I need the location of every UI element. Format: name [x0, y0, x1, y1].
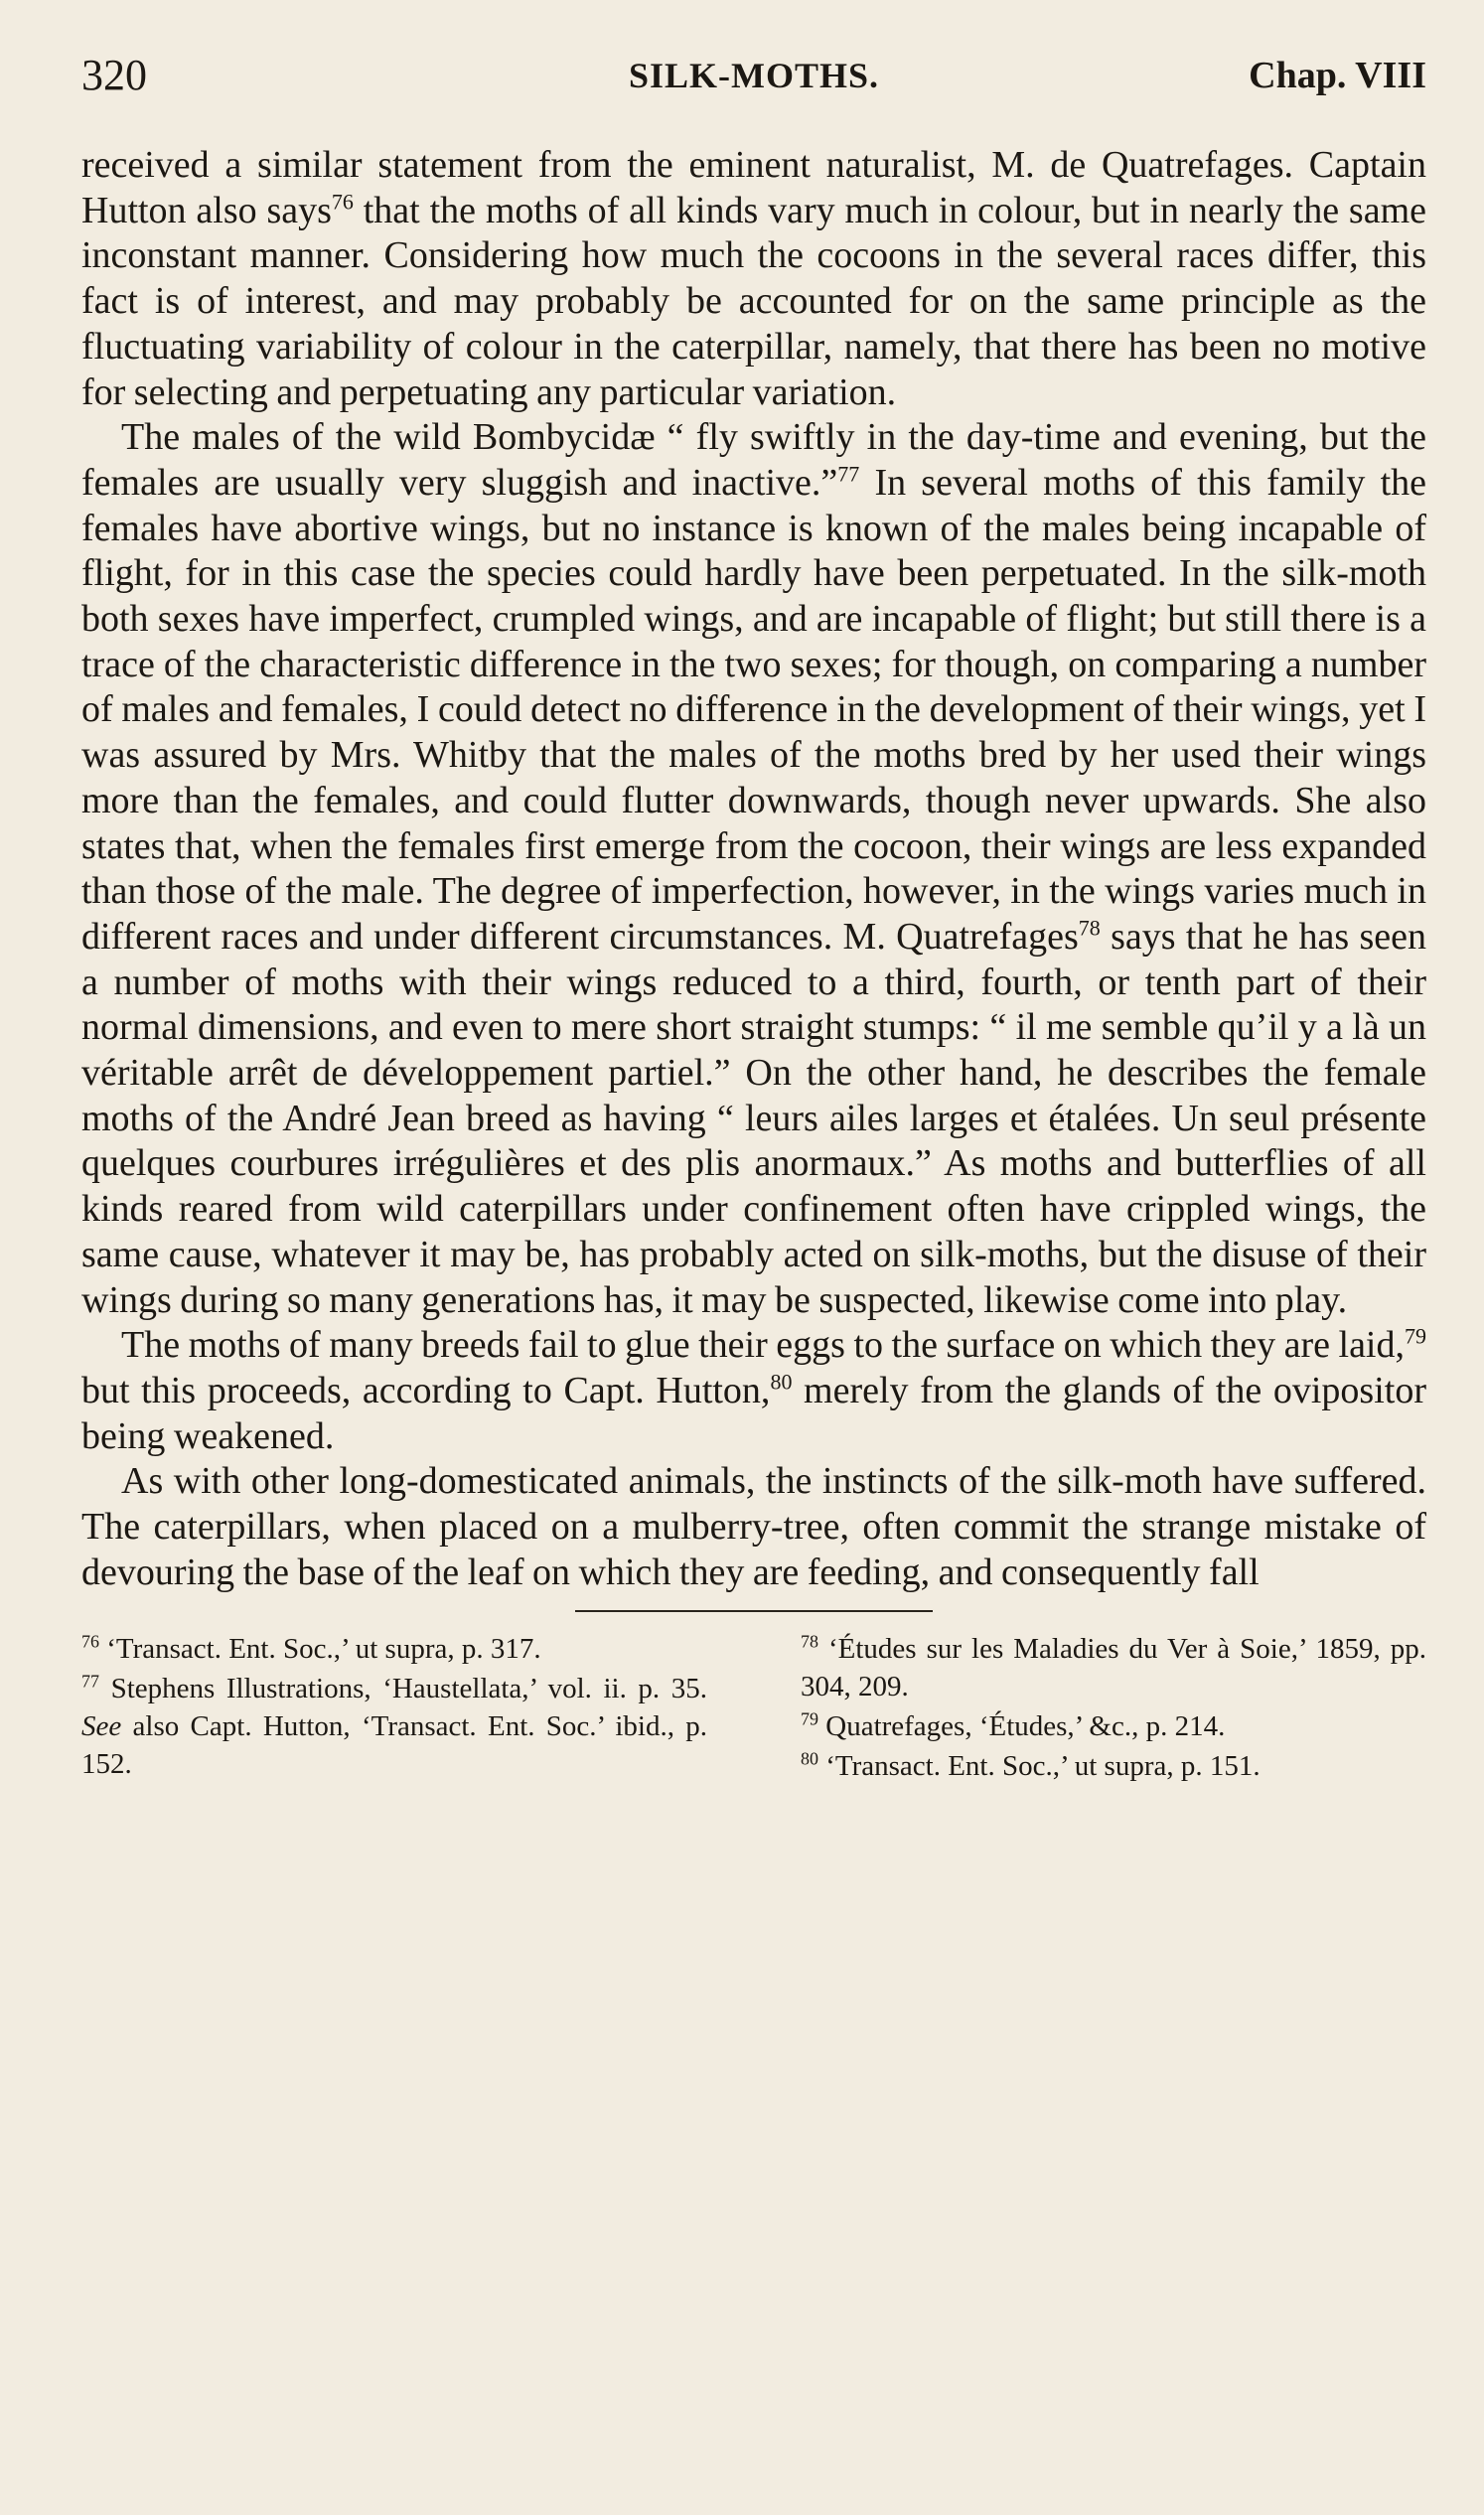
text-run: The moths of many breeds fail to glue their eggs to the surface on which they are laid, [121, 1324, 1405, 1367]
paragraph [81, 415, 1426, 1323]
footnotes-left-column [81, 1630, 707, 1787]
paragraph [81, 1323, 1426, 1459]
running-header [81, 44, 1426, 107]
text-run: merely from the glands of the ovipositor being weakened. [81, 1369, 1426, 1457]
footnote-number: 79 [801, 1707, 818, 1728]
text-run: Quatrefages, ‘Études,’ &c., p. 214. [818, 1709, 1226, 1742]
text-run: but this proceeds, according to Capt. Hutton, [81, 1369, 771, 1411]
text-run: ‘Études sur les Maladies du Ver à Soie,’ 1859, pp. 304, 209. [801, 1632, 1426, 1702]
footnotes [81, 1630, 1426, 1787]
footnote-number: 76 [81, 1630, 99, 1651]
main-text [81, 143, 1426, 1596]
footnote-marker: 77 [837, 461, 860, 487]
footnote [801, 1630, 1426, 1705]
text-run: Stephens Illustrations, ‘Haustellata,’ vol. ii. p. 35. [99, 1672, 707, 1704]
text-run: also Capt. Hutton, ‘Transact. Ent. Soc.’ ibid., p. 152. [81, 1709, 707, 1780]
text-run: ‘Transact. Ent. Soc.,’ ut supra, p. 151. [818, 1749, 1261, 1782]
footnote-marker: 76 [331, 189, 354, 215]
text-run: that the moths of all kinds vary much in colour, but in nearly the same inconstant manner. Considering how much the cocoons in the several races differ, this fact is of interest, and may probably be accounted for on the same principle as the fluctuating variability of colour in the caterpillar, namely, that there has been no motive for selecting and perpetuating any particular variation. [81, 189, 1426, 413]
text-run: As with other long-domesticated animals, the instincts of the silk-moth have suffered. The caterpillars, when placed on a mulberry-tree, often commit the strange mistake of devouring the base of the leaf on which they are feeding, and consequently fall [81, 1460, 1426, 1593]
chapter-label: Chap. VIII [1249, 55, 1426, 96]
footnote [801, 1747, 1426, 1785]
italic-text: See [81, 1709, 122, 1742]
footnote-number: 77 [81, 1670, 99, 1691]
footnote-number: 80 [801, 1747, 818, 1768]
footnotes-right-column [801, 1630, 1426, 1787]
footnote-number: 78 [801, 1630, 818, 1651]
footnote [801, 1707, 1426, 1745]
text-run: The males of the wild Bombycidæ “ fly swiftly in the day-time and evening, but the females are usually very sluggish and inactive.” [81, 416, 1426, 504]
footnote-marker: 79 [1405, 1323, 1426, 1349]
footnote-marker: 80 [770, 1369, 793, 1395]
text-run: received a similar statement from the eminent naturalist, M. de Quatrefages. Captain Hutton also says [81, 144, 1426, 231]
footnote [81, 1630, 707, 1668]
page-number: 320 [81, 51, 147, 99]
paragraph [81, 143, 1426, 415]
text-run: ‘Transact. Ent. Soc.,’ ut supra, p. 317. [99, 1632, 541, 1665]
text-run: says that he has seen a number of moths with their wings reduced to a third, fourth, or tenth part of their normal dimensions, and even to mere short straight stumps: “ il me semble qu’il y a là un véritable arrêt de développement partiel.” On the other hand, he describes the female moths of the André Jean breed as having “ leurs ailes larges et étalées. Un seul présente quelques courbures irrégulières et des plis anormaux.” As moths and butterflies of all kinds reared from wild caterpillars under confinement often have crippled wings, the same cause, whatever it may be, has probably acted on silk-moths, but the disuse of their wings during so many generations has, it may be suspected, likewise come into play. [81, 915, 1426, 1321]
footnote [81, 1670, 707, 1783]
footnote-divider [575, 1610, 933, 1612]
footnote-marker: 78 [1078, 915, 1101, 941]
text-run: In several moths of this family the females have abortive wings, but no instance is known of the males being incapable of flight, for in this case the species could hardly have been perpetuated. In the silk-moth both sexes have imperfect, crumpled wings, and are incapable of flight; but still there is a trace of the characteristic difference in the two sexes; for though, on comparing a number of males and females, I could detect no difference in the development of their wings, yet I was assured by Mrs. Whitby that the males of the moths bred by her used their wings more than the females, and could flutter downwards, though never upwards. She also states that, when the females first emerge from the cocoon, their wings are less expanded than those of the male. The degree of imperfection, however, in the wings varies much in different races and under different circumstances. M. Quatrefages [81, 461, 1426, 958]
running-title: SILK-MOTHS. [628, 56, 880, 95]
paragraph [81, 1459, 1426, 1595]
